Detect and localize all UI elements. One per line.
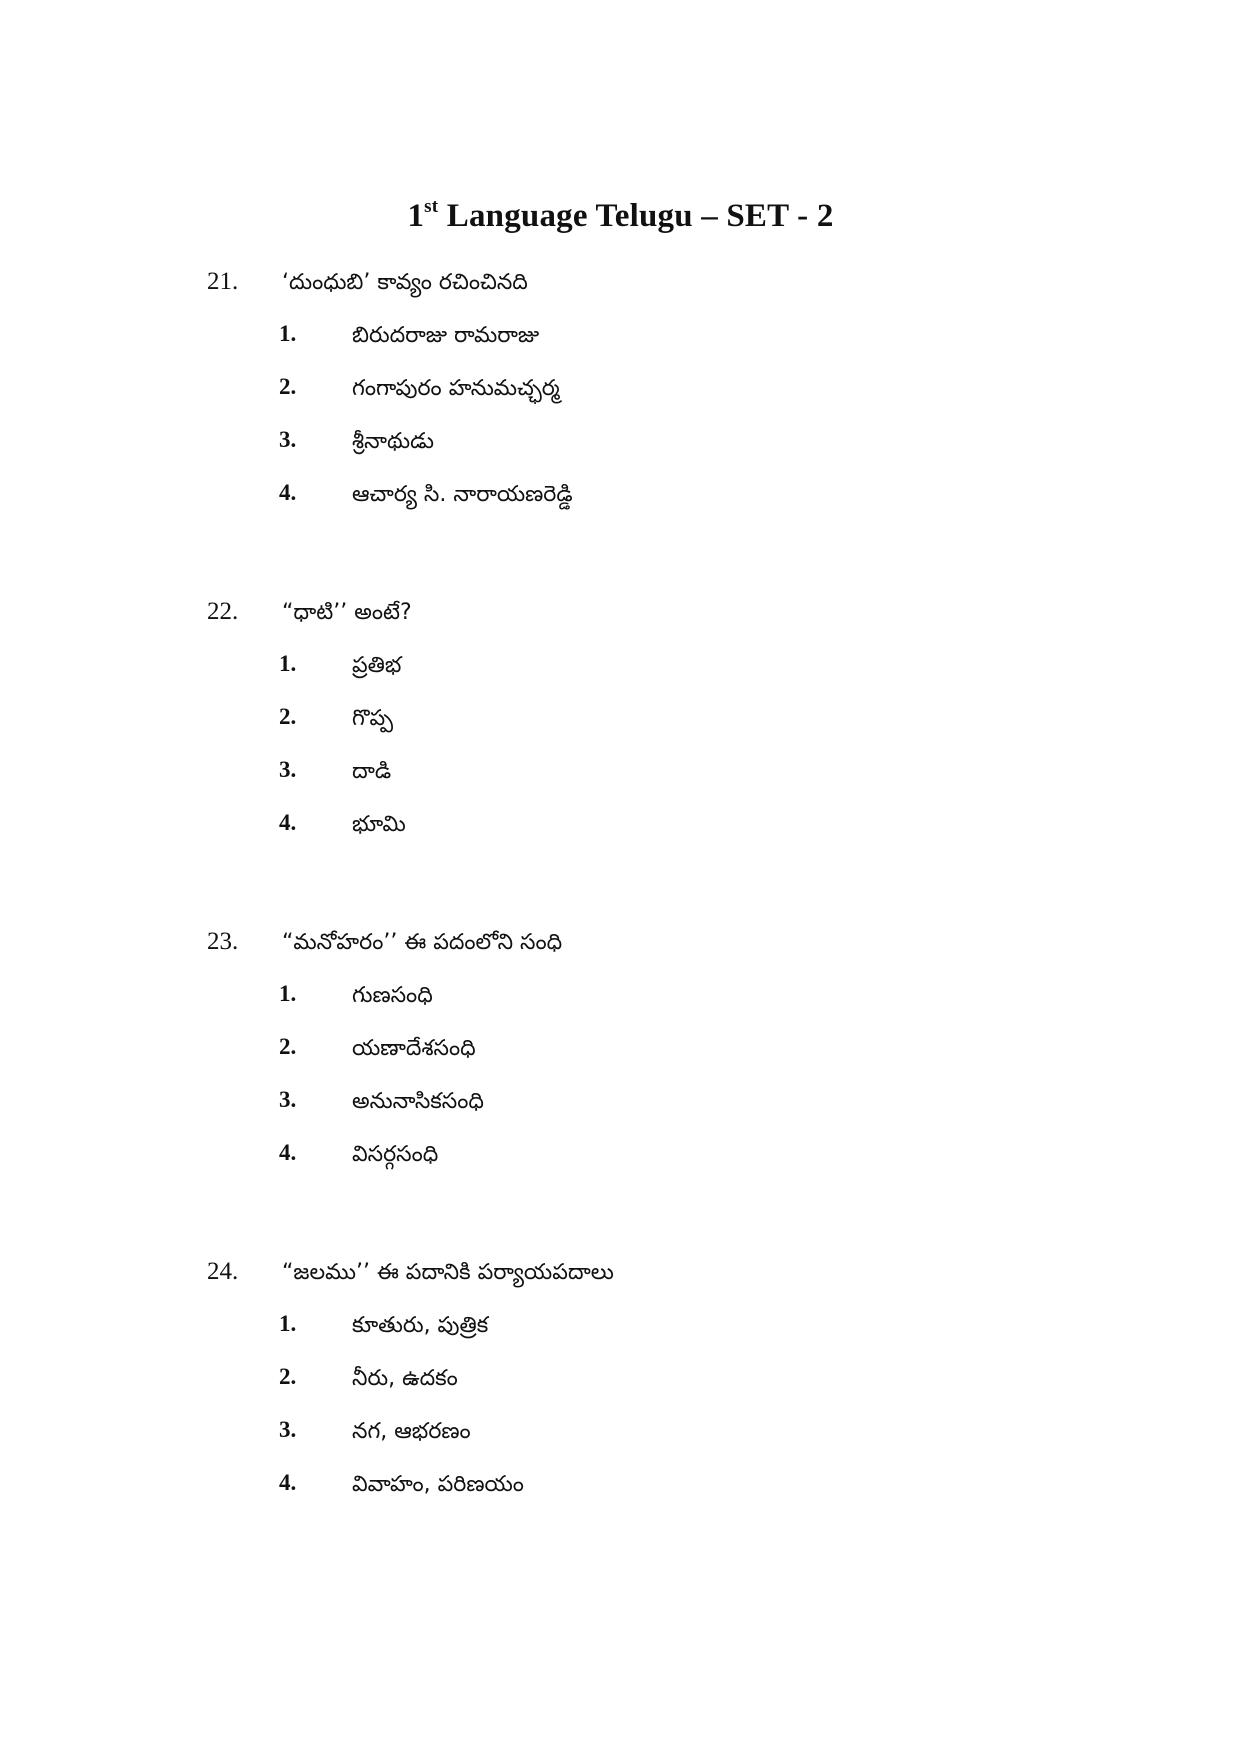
option-text: ప్రతిభ: [352, 653, 402, 678]
option-number: 4.: [279, 810, 297, 835]
option-1: [0, 981, 1241, 1021]
option-number: 1.: [279, 651, 297, 676]
option-4: [0, 810, 1241, 850]
option-number: 4.: [279, 1470, 297, 1495]
option-number: 3.: [279, 1087, 297, 1112]
option-text: కూతురు, పుత్రిక: [352, 1313, 489, 1338]
option-1: [0, 321, 1241, 361]
option-2: [0, 1364, 1241, 1404]
option-text: విసర్గసంధి: [352, 1142, 439, 1167]
title-text: Language Telugu – SET - 2: [438, 198, 834, 234]
option-text: నగ, ఆభరణం: [352, 1419, 471, 1444]
question-21: [0, 268, 1241, 507]
question-22: [0, 598, 1241, 837]
option-3: [0, 757, 1241, 797]
question-text: “ధాటి’’ అంటే?: [282, 600, 412, 625]
option-number: 3.: [279, 757, 297, 782]
option-text: యణాదేశసంధి: [352, 1036, 476, 1061]
option-text: అనునాసికసంధి: [352, 1089, 484, 1114]
option-4: [0, 1140, 1241, 1180]
option-number: 2.: [279, 374, 297, 399]
title-superscript: st: [424, 196, 439, 217]
option-number: 2.: [279, 1364, 297, 1389]
question-text: “జలము’’ ఈ పదానికి పర్యాయపదాలు: [282, 1260, 614, 1285]
option-text: నీరు, ఉదకం: [352, 1366, 458, 1391]
question-text: “మనోహరం’’ ఈ పదంలోని సంధి: [282, 930, 563, 955]
option-3: [0, 427, 1241, 467]
option-text: శ్రీనాథుడు: [352, 429, 434, 454]
option-text: దాడి: [352, 759, 392, 784]
option-number: 4.: [279, 1140, 297, 1165]
option-1: [0, 1311, 1241, 1351]
option-3: [0, 1087, 1241, 1127]
option-1: [0, 651, 1241, 691]
option-4: [0, 1470, 1241, 1510]
option-number: 1.: [279, 1311, 297, 1336]
option-text: గుణసంధి: [352, 983, 433, 1008]
option-text: గొప్ప: [352, 706, 394, 731]
option-4: [0, 480, 1241, 520]
question-number: 22.: [207, 598, 239, 625]
option-text: ఆచార్య సి. నారాయణరెడ్డి: [352, 482, 573, 507]
question-number: 24.: [207, 1258, 239, 1285]
page-title: [0, 198, 1241, 235]
title-prefix: 1: [407, 198, 425, 234]
option-3: [0, 1417, 1241, 1457]
question-24: [0, 1258, 1241, 1497]
option-2: [0, 374, 1241, 414]
option-2: [0, 1034, 1241, 1074]
question-text: ‘దుంధుబి’ కావ్యం రచించినది: [282, 270, 528, 295]
option-text: గంగాపురం హనుమచ్ఛర్మ: [352, 376, 560, 401]
option-text: బిరుదరాజు రామరాజు: [352, 323, 540, 348]
question-number: 23.: [207, 928, 239, 955]
option-number: 2.: [279, 704, 297, 729]
question-number: 21.: [207, 268, 239, 295]
option-2: [0, 704, 1241, 744]
option-number: 3.: [279, 427, 297, 452]
option-number: 2.: [279, 1034, 297, 1059]
option-number: 1.: [279, 981, 297, 1006]
option-number: 3.: [279, 1417, 297, 1442]
option-number: 4.: [279, 480, 297, 505]
option-text: వివాహం, పరిణయం: [352, 1472, 524, 1497]
option-text: భూమి: [352, 812, 406, 837]
option-number: 1.: [279, 321, 297, 346]
question-23: [0, 928, 1241, 1167]
